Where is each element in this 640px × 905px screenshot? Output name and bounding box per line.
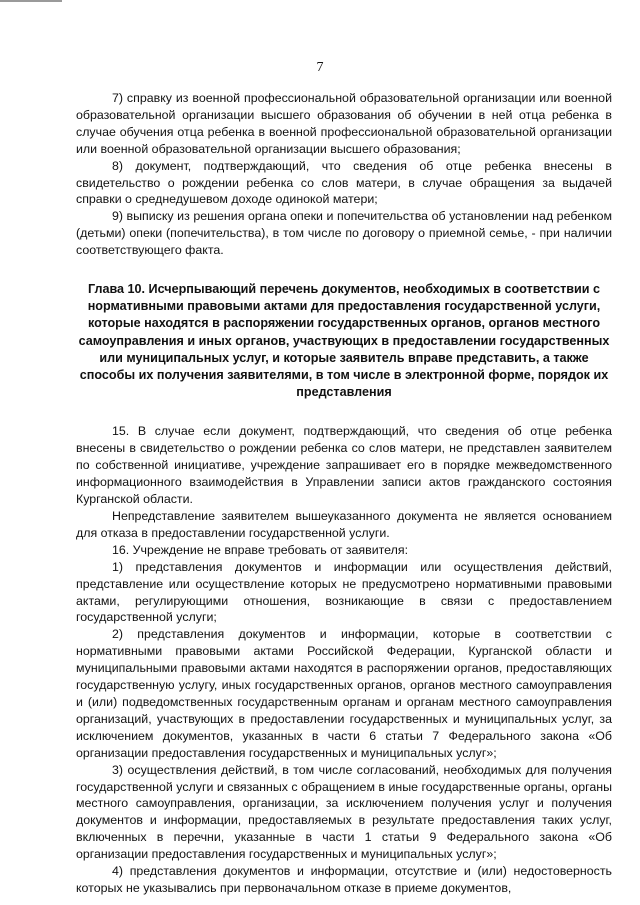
scan-edge-mark — [0, 0, 62, 2]
page-number: 7 — [316, 60, 324, 75]
chapter-title: Глава 10. Исчерпывающий перечень документов, необходимых в соответствии с нормативными правовыми актами для предоставления государственной услуги, которые находятся в распоряжении государственных органов, органов местного самоуправления и иных органов, участвующих в предоставлении государственных или муниципальных услуг, и которые заявитель вправе представить, а также способы их получения заявителями, в том числе в электронной форме, порядок их представления — [78, 282, 610, 400]
document-body — [76, 90, 612, 897]
paragraph-16-item-1: 1) представления документов и информации или осуществления действий, представление или осуществление которых не предусмотрено нормативными правовыми актами, регулирующими отношения, возникающие в связи с предоставлением государственной услуги; — [76, 559, 612, 625]
paragraph-16: 16. Учреждение не вправе требовать от заявителя: — [112, 542, 409, 557]
list-item-7: 7) справку из военной профессиональной образовательной организации или военной образовательной организации высшего образования об обучении в ней отца ребенка в случае обучения отца ребенка в военной профессиональной образовательной организации или военной образовательной организации высшего образования; — [76, 91, 612, 156]
list-item-8: 8) документ, подтверждающий, что сведения об отце ребенка внесены в свидетельство о рождении ребенка со слов матери, в случае обращения за выдачей справки о среднедушевом доходе одинокой матери; — [76, 158, 612, 207]
paragraph-non-submission: Непредставление заявителем вышеуказанного документа не является основанием для отказа в предоставлении государственной услуги. — [76, 509, 612, 540]
paragraph-16-item-4: 4) представления документов и информации, отсутствие и (или) недостоверность которых не указывались при первоначальном отказе в приеме документов, — [76, 864, 612, 895]
paragraph-16-item-3: 3) осуществления действий, в том числе согласований, необходимых для получения государственной услуги и связанных с обращением в иные государственные органы, органы местного самоуправления, организации, за исключением получения услуг и получения документов и информации, предоставляемых в результате предоставления таких услуг, включенных в перечни, указанные в части 1 статьи 9 Федерального закона «Об организации предоставления государственных и муниципальных услуг»; — [76, 762, 612, 862]
list-item-9: 9) выписку из решения органа опеки и попечительства об установлении над ребенком (детьми) опеки (попечительства), в том числе по договору о приемной семье, - при наличии соответствующего факта. — [76, 209, 612, 258]
paragraph-16-item-2: 2) представления документов и информации, которые в соответствии с нормативными правовыми актами Российской Федерации, Курганской области и муниципальными правовыми актами находятся в распоряжении органов, предоставляющих государственную услугу, иных государственных органов, органов местного самоуправления и (или) подведомственных государственным органам и органам местного самоуправления организаций, участвующих в предоставлении государственных и муниципальных услуг, за исключением документов, указанных в части 6 статьи 7 Федерального закона «Об организации предоставления государственных и муниципальных услуг»; — [76, 627, 612, 760]
paragraph-15: 15. В случае если документ, подтверждающий, что сведения об отце ребенка внесены в свидетельство о рождении ребенка со слов матери, не представлен заявителем по собственной инициативе, учреждение запрашивает его в порядке межведомственного информационного взаимодействия в Управлении записи актов гражданского состояния Курганской области. — [76, 424, 612, 507]
